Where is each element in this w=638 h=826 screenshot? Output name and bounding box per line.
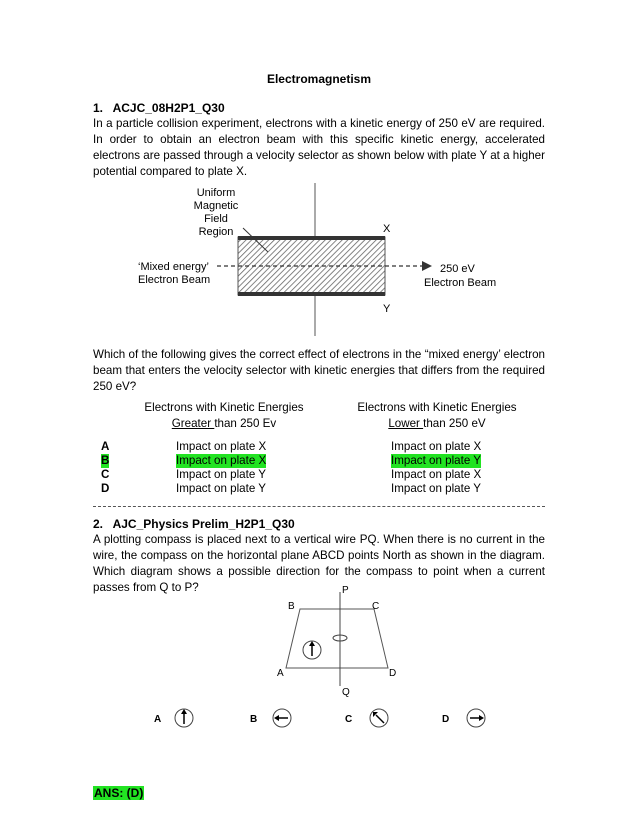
q1-ref: ACJC_08H2P1_Q30: [112, 101, 225, 115]
col1-sub-underlined: Greater: [171, 417, 215, 430]
q1-intro: [93, 116, 545, 180]
option-col2: Impact on plate Y: [391, 454, 482, 467]
option-label: B: [101, 454, 110, 467]
option-col1: Impact on plate Y: [176, 482, 267, 495]
compass-wire-diagram: [270, 582, 410, 700]
option-col2: Impact on plate X: [391, 468, 482, 481]
q1-intro-line: In a particle collision experiment, electrons with a kinetic energy of 250 eV are required.: [93, 117, 545, 130]
label-q: Q: [342, 687, 350, 698]
beam-out-label: Electron Beam: [424, 277, 497, 289]
option-col2: Impact on plate X: [391, 440, 482, 453]
col1-header-sub: [124, 416, 324, 432]
col2-header-title: Electrons with Kinetic Energies: [357, 401, 517, 414]
option-row: [93, 468, 553, 482]
q1-intro-line: potential compared to plate X.: [93, 165, 248, 178]
option-col2: Impact on plate Y: [391, 482, 482, 495]
field-label-line: Field: [204, 213, 228, 225]
option-col1: Impact on plate X: [176, 440, 267, 453]
q1-question-line: beam that enters the velocity selector with kinetic energies that differs from the required: [93, 364, 545, 377]
q1-question: [93, 347, 545, 395]
answer-choices-diagram: [140, 702, 500, 736]
choice-label-d: D: [442, 714, 450, 725]
col2-header: [337, 400, 537, 432]
choice-label-c: C: [345, 714, 353, 725]
q1-intro-line: electrons are passed through a velocity selector as shown below with plate Y at a higher: [93, 149, 545, 162]
col2-sub-rest: than 250 eV: [423, 417, 486, 430]
beam-out-label: 250 eV: [440, 263, 475, 275]
col2-header-sub: [337, 416, 537, 432]
label-b: B: [288, 601, 295, 612]
field-label-line: Region: [198, 226, 234, 238]
q1-question-line: 250 eV?: [93, 380, 137, 393]
q2-heading: [93, 517, 295, 531]
label-a: A: [277, 668, 284, 679]
beam-arrow-head: [422, 261, 432, 271]
q2-intro-line: wire, the compass on the horizontal plane ABCD points North as shown in the diagram.: [93, 549, 545, 562]
plate-y-bar: [238, 292, 385, 296]
plate-x-label: X: [383, 223, 391, 235]
option-col1: Impact on plate Y: [176, 468, 267, 481]
field-label-line: Magnetic: [193, 200, 239, 212]
plate-y-label: Y: [383, 303, 391, 315]
q2-intro-line: Which diagram shows a possible direction for the compass to point when a current: [93, 565, 545, 578]
option-label: A: [101, 440, 110, 453]
plane-abcd: [286, 609, 388, 668]
section-divider: [93, 506, 545, 507]
plate-x-bar: [238, 236, 385, 240]
q2-intro-line: passes from Q to P?: [93, 581, 199, 594]
choice-label-b: B: [250, 714, 258, 725]
q1-intro-line: In order to obtain an electron beam with this specific kinetic energy, accelerated: [93, 133, 545, 146]
q1-heading: [93, 101, 225, 115]
option-row: [93, 440, 553, 454]
option-row: [93, 454, 553, 468]
option-label: C: [101, 468, 110, 481]
col2-sub-underlined: Lower: [388, 417, 424, 430]
field-label-line: Uniform: [196, 187, 236, 199]
col1-header: [124, 400, 324, 432]
label-c: C: [372, 601, 380, 612]
option-label: D: [101, 482, 110, 495]
velocity-selector-diagram: [130, 180, 510, 340]
label-p: P: [342, 585, 349, 596]
q2-answer: ANS: (D): [94, 786, 144, 800]
beam-in-label: Electron Beam: [138, 274, 211, 286]
option-col1: Impact on plate X: [176, 454, 267, 467]
page-title: Electromagnetism: [266, 72, 372, 86]
q2-ref: AJC_Physics Prelim_H2P1_Q30: [112, 517, 295, 531]
q2-intro-line: A plotting compass is placed next to a vertical wire PQ. When there is no current in the: [93, 533, 545, 546]
option-row: [93, 482, 553, 496]
q1-number: 1.: [93, 101, 104, 115]
col1-sub-rest: than 250 Ev: [214, 417, 277, 430]
label-d: D: [389, 668, 397, 679]
q1-question-line: Which of the following gives the correct effect of electrons in the “mixed energy’ electron: [93, 348, 545, 361]
q2-number: 2.: [93, 517, 104, 531]
beam-in-label: ‘Mixed energy’: [138, 261, 209, 273]
col1-header-title: Electrons with Kinetic Energies: [144, 401, 304, 414]
choice-label-a: A: [154, 714, 162, 725]
